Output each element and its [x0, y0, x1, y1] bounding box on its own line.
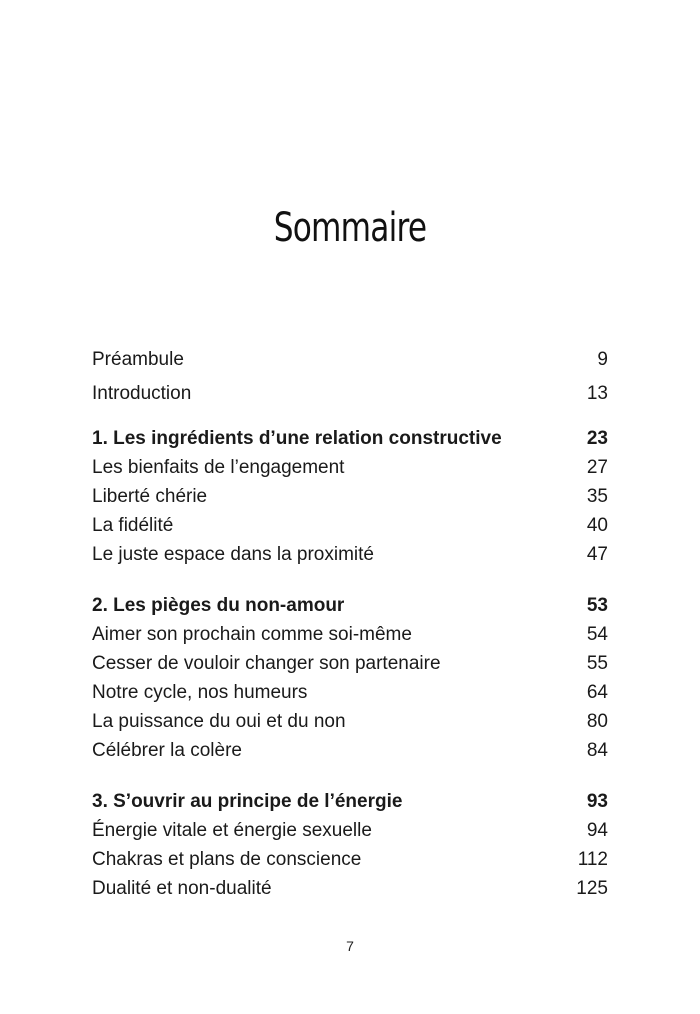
toc-entry-label: La fidélité — [92, 515, 174, 536]
toc-chapter-heading[interactable] — [92, 591, 608, 620]
toc-entry-label: Énergie vitale et énergie sexuelle — [92, 820, 372, 841]
toc-chapter-heading[interactable] — [92, 787, 608, 816]
toc-chapter-heading-page: 53 — [586, 595, 608, 616]
toc-chapter-heading-label: 1. Les ingrédients d’une relation constructive — [92, 428, 502, 449]
toc-entry[interactable] — [92, 620, 608, 649]
toc-entry-page: 54 — [586, 624, 608, 645]
toc-entry-page: 9 — [597, 349, 608, 370]
toc-chapter-heading-page: 23 — [586, 428, 608, 449]
toc-entry-page: 47 — [586, 544, 608, 565]
toc-entry[interactable] — [92, 678, 608, 707]
table-of-contents — [92, 343, 608, 925]
page-title: Sommaire — [273, 205, 427, 251]
toc-entry[interactable] — [92, 377, 608, 411]
toc-entry-label: Aimer son prochain comme soi-même — [92, 624, 412, 645]
toc-entry[interactable] — [92, 649, 608, 678]
toc-entry[interactable] — [92, 453, 608, 482]
toc-chapter-1 — [92, 424, 608, 569]
toc-entry-label: Le juste espace dans la proximité — [92, 544, 374, 565]
toc-entry-label: Célébrer la colère — [92, 740, 242, 761]
toc-entry-page: 27 — [586, 457, 608, 478]
toc-entry-label: Notre cycle, nos humeurs — [92, 682, 308, 703]
toc-entry[interactable] — [92, 343, 608, 377]
toc-entry[interactable] — [92, 736, 608, 765]
toc-entry-label: Liberté chérie — [92, 486, 208, 507]
toc-chapter-heading-label: 3. S’ouvrir au principe de l’énergie — [92, 791, 403, 812]
toc-chapter-heading-label: 2. Les pièges du non-amour — [92, 595, 345, 616]
toc-entry-page: 35 — [586, 486, 608, 507]
toc-entry-page: 125 — [576, 878, 608, 899]
toc-entry-page: 84 — [586, 740, 608, 761]
toc-chapter-2 — [92, 591, 608, 765]
toc-entry-label: Chakras et plans de conscience — [92, 849, 362, 870]
toc-entry-label: Dualité et non-dualité — [92, 878, 272, 899]
toc-entry-page: 13 — [586, 383, 608, 404]
toc-entry[interactable] — [92, 540, 608, 569]
toc-intro-group — [92, 343, 608, 411]
toc-entry-page: 40 — [586, 515, 608, 536]
toc-entry[interactable] — [92, 845, 608, 874]
toc-entry[interactable] — [92, 511, 608, 540]
toc-entry[interactable] — [92, 816, 608, 845]
toc-entry[interactable] — [92, 874, 608, 903]
toc-entry[interactable] — [92, 482, 608, 511]
page-number: 7 — [346, 938, 354, 954]
toc-entry-page: 112 — [577, 849, 608, 870]
toc-chapter-heading[interactable] — [92, 424, 608, 453]
toc-entry[interactable] — [92, 707, 608, 736]
toc-entry-label: Les bienfaits de l’engagement — [92, 457, 345, 478]
toc-entry-page: 64 — [586, 682, 608, 703]
toc-entry-label: Introduction — [92, 383, 192, 404]
toc-chapter-heading-page: 93 — [586, 791, 608, 812]
toc-entry-page: 55 — [586, 653, 608, 674]
toc-entry-label: Cesser de vouloir changer son partenaire — [92, 653, 441, 674]
toc-entry-label: La puissance du oui et du non — [92, 711, 346, 732]
toc-entry-page: 80 — [586, 711, 608, 732]
toc-chapter-3 — [92, 787, 608, 903]
toc-entry-page: 94 — [586, 820, 608, 841]
toc-entry-label: Préambule — [92, 349, 184, 370]
